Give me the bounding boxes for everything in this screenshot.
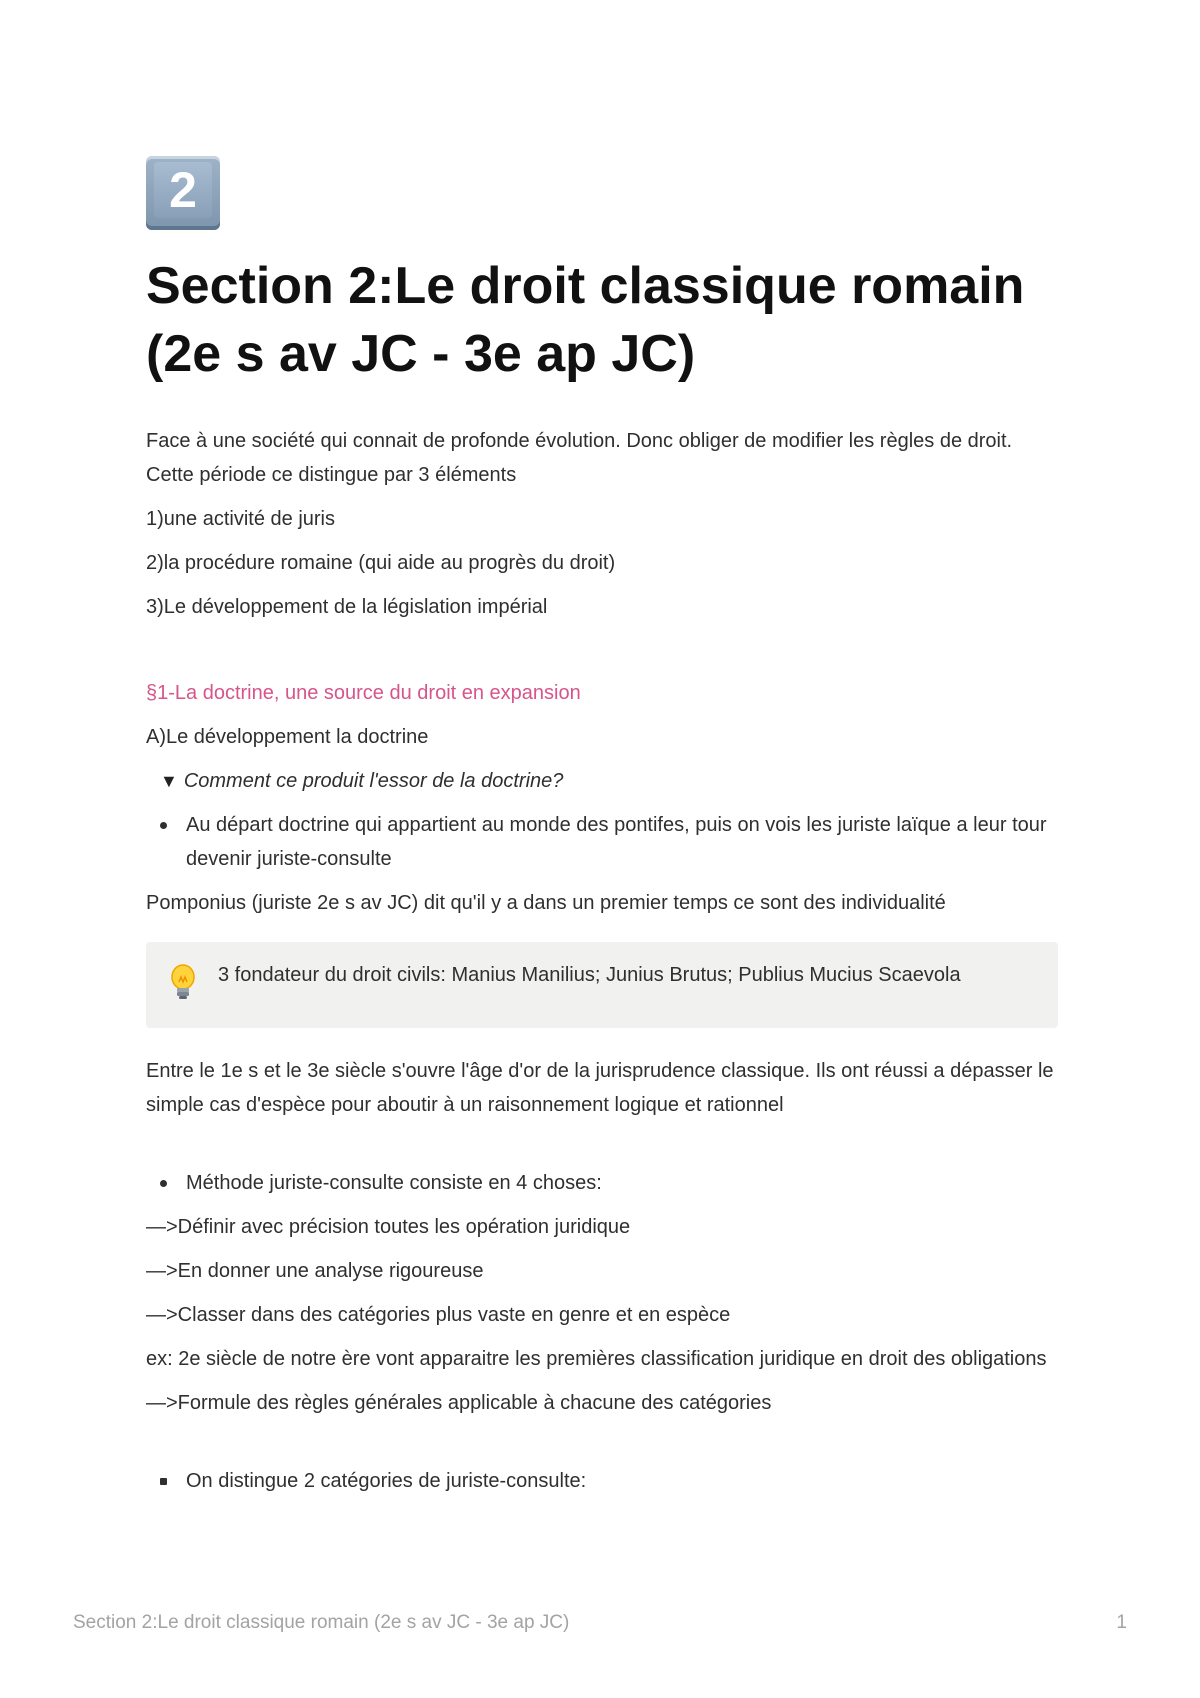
lightbulb-icon: [168, 964, 206, 1004]
pomponius-paragraph: Pomponius (juriste 2e s av JC) dit qu'il y a dans un premier temps ce sont des individualité: [146, 892, 946, 914]
toggle-label: Comment ce produit l'essor de la doctrine?: [183, 770, 564, 792]
callout: [146, 942, 1058, 1028]
spacer: [146, 1132, 1058, 1166]
page-content: [146, 424, 1058, 1498]
page-title-line-2: (2e s av JC - 3e ap JC): [146, 325, 696, 383]
methode-step: —>Classer dans des catégories plus vaste en genre et en espèce: [146, 1304, 731, 1326]
intro-item: 2)la procédure romaine (qui aide au progrès du droit): [146, 552, 616, 574]
spacer: [146, 1430, 1058, 1464]
bullet-square-icon: [146, 1464, 186, 1498]
age-dor-paragraph: Entre le 1e s et le 3e siècle s'ouvre l'âge d'or de la jurisprudence classique. Ils ont réussi a dépasser le simple cas d'espèce pour aboutir à un raisonnement logique et rationnel: [146, 1060, 1054, 1116]
bullet-dot-icon: [146, 808, 186, 876]
list-item-text: Au départ doctrine qui appartient au monde des pontifes, puis on vois les juriste laïque a leur tour devenir juriste-consulte: [186, 814, 1047, 870]
keycap-digit-two-icon: [146, 156, 220, 230]
callout-text: 3 fondateur du droit civils: Manius Manilius; Junius Brutus; Publius Mucius Scaevola: [218, 964, 961, 986]
methode-step: —>Définir avec précision toutes les opération juridique: [146, 1216, 631, 1238]
intro-item: 3)Le développement de la législation impérial: [146, 596, 548, 618]
document-page: [146, 156, 1058, 1508]
methode-step: —>Formule des règles générales applicable à chacune des catégories: [146, 1392, 772, 1414]
list-item: [146, 1166, 1058, 1200]
list-item-text: Méthode juriste-consulte consiste en 4 choses:: [186, 1172, 602, 1194]
page-title: [146, 252, 1058, 388]
keycap-digit: 2: [154, 162, 212, 218]
bullet-dot-icon: [146, 1166, 186, 1200]
footer-title: Section 2:Le droit classique romain (2e s av JC - 3e ap JC): [73, 1612, 570, 1633]
triangle-down-icon[interactable]: ▼: [160, 771, 178, 791]
section-heading: §1-La doctrine, une source du droit en expansion: [146, 682, 581, 704]
example-paragraph: ex: 2e siècle de notre ère vont apparaitre les premières classification juridique en droit des obligations: [146, 1348, 1047, 1370]
page-footer: [73, 1612, 1127, 1634]
toggle-block[interactable]: [146, 764, 1058, 798]
page-title-line-1: Section 2:Le droit classique romain: [146, 257, 1025, 315]
list-item-text: On distingue 2 catégories de juriste-consulte:: [186, 1470, 587, 1492]
list-item: [146, 808, 1058, 876]
list-item: [146, 1464, 1058, 1498]
intro-item: 1)une activité de juris: [146, 508, 335, 530]
page-number: 1: [1116, 1612, 1127, 1633]
intro-paragraph: Face à une société qui connait de profonde évolution. Donc obliger de modifier les règles de droit. Cette période ce distingue par 3 éléments: [146, 430, 1013, 486]
subheading: A)Le développement la doctrine: [146, 726, 429, 748]
methode-step: —>En donner une analyse rigoureuse: [146, 1260, 484, 1282]
